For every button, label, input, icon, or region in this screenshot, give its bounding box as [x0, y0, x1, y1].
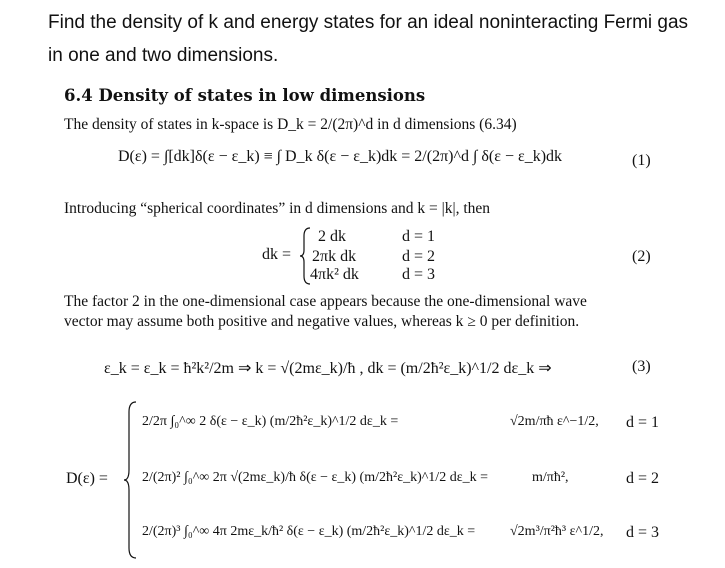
equation-4-row-3-result: √2m³/π²ħ³ ε^1/2,	[510, 524, 604, 539]
equation-3-number: (3)	[632, 358, 651, 375]
equation-1: D(ε) = ∫[dk]δ(ε − ε_k) ≡ ∫ D_k δ(ε − ε_k)dk = 2/(2π)^d ∫ δ(ε − ε_k)dk	[118, 148, 563, 165]
equation-4-lhs: D(ε) =	[66, 470, 108, 487]
equation-2-number: (2)	[632, 248, 651, 265]
equation-2-case-1-expr: 2 dk	[318, 228, 346, 245]
equation-4-row-1-expr: 2/2π ∫₀^∞ 2 δ(ε − ε_k) (m/2ħ²ε_k)^1/2 dε_k =	[142, 414, 399, 429]
equation-3: ε_k = ε_k = ħ²k²/2m ⇒ k = √(2mε_k)/ħ , dk = (m/2ħ²ε_k)^1/2 dε_k ⇒	[104, 360, 552, 377]
section-title: 6.4 Density of states in low dimensions	[64, 86, 426, 105]
equation-2-case-3-expr: 4πk² dk	[310, 266, 359, 283]
equation-2-case-2-expr: 2πk dk	[312, 248, 357, 265]
equation-2-case-1-cond: d = 1	[402, 228, 436, 245]
equation-1-number: (1)	[632, 152, 651, 169]
paragraph-factor-line-1: The factor 2 in the one-dimensional case appears because the one-dimensional wave	[64, 293, 587, 310]
question-text: Find the density of k and energy states for an ideal noninteracting Fermi gas in one and two dimensions.	[48, 12, 689, 66]
paragraph-spherical-coordinates: Introducing “spherical coordinates” in d dimensions and k = |k|, then	[64, 200, 491, 217]
equation-4-row-1-result: √2m/πħ ε^−1/2,	[510, 414, 599, 429]
equation-4-brace	[124, 400, 138, 560]
equation-4-row-2-cond: d = 2	[626, 470, 660, 487]
paragraph-factor-line-2: vector may assume both positive and negative values, whereas k ≥ 0 per definition.	[64, 313, 580, 330]
equation-2-case-2-cond: d = 2	[402, 248, 436, 265]
equation-4-row-2-result: m/πħ²,	[532, 470, 569, 485]
equation-4-row-3-expr: 2/(2π)³ ∫₀^∞ 4π 2mε_k/ħ² δ(ε − ε_k) (m/2ħ²ε_k)^1/2 dε_k =	[142, 524, 476, 539]
paragraph-density-k-space: The density of states in k-space is D_k = 2/(2π)^d in d dimensions (6.34)	[64, 116, 517, 133]
equation-4-row-3-cond: d = 3	[626, 524, 660, 541]
equation-4-row-2-expr: 2/(2π)² ∫₀^∞ 2π √(2mε_k)/ħ δ(ε − ε_k) (m/2ħ²ε_k)^1/2 dε_k =	[142, 470, 488, 485]
equation-4-row-1-cond: d = 1	[626, 414, 660, 431]
equation-2-case-3-cond: d = 3	[402, 266, 436, 283]
equation-2-lhs: dk =	[262, 246, 292, 263]
